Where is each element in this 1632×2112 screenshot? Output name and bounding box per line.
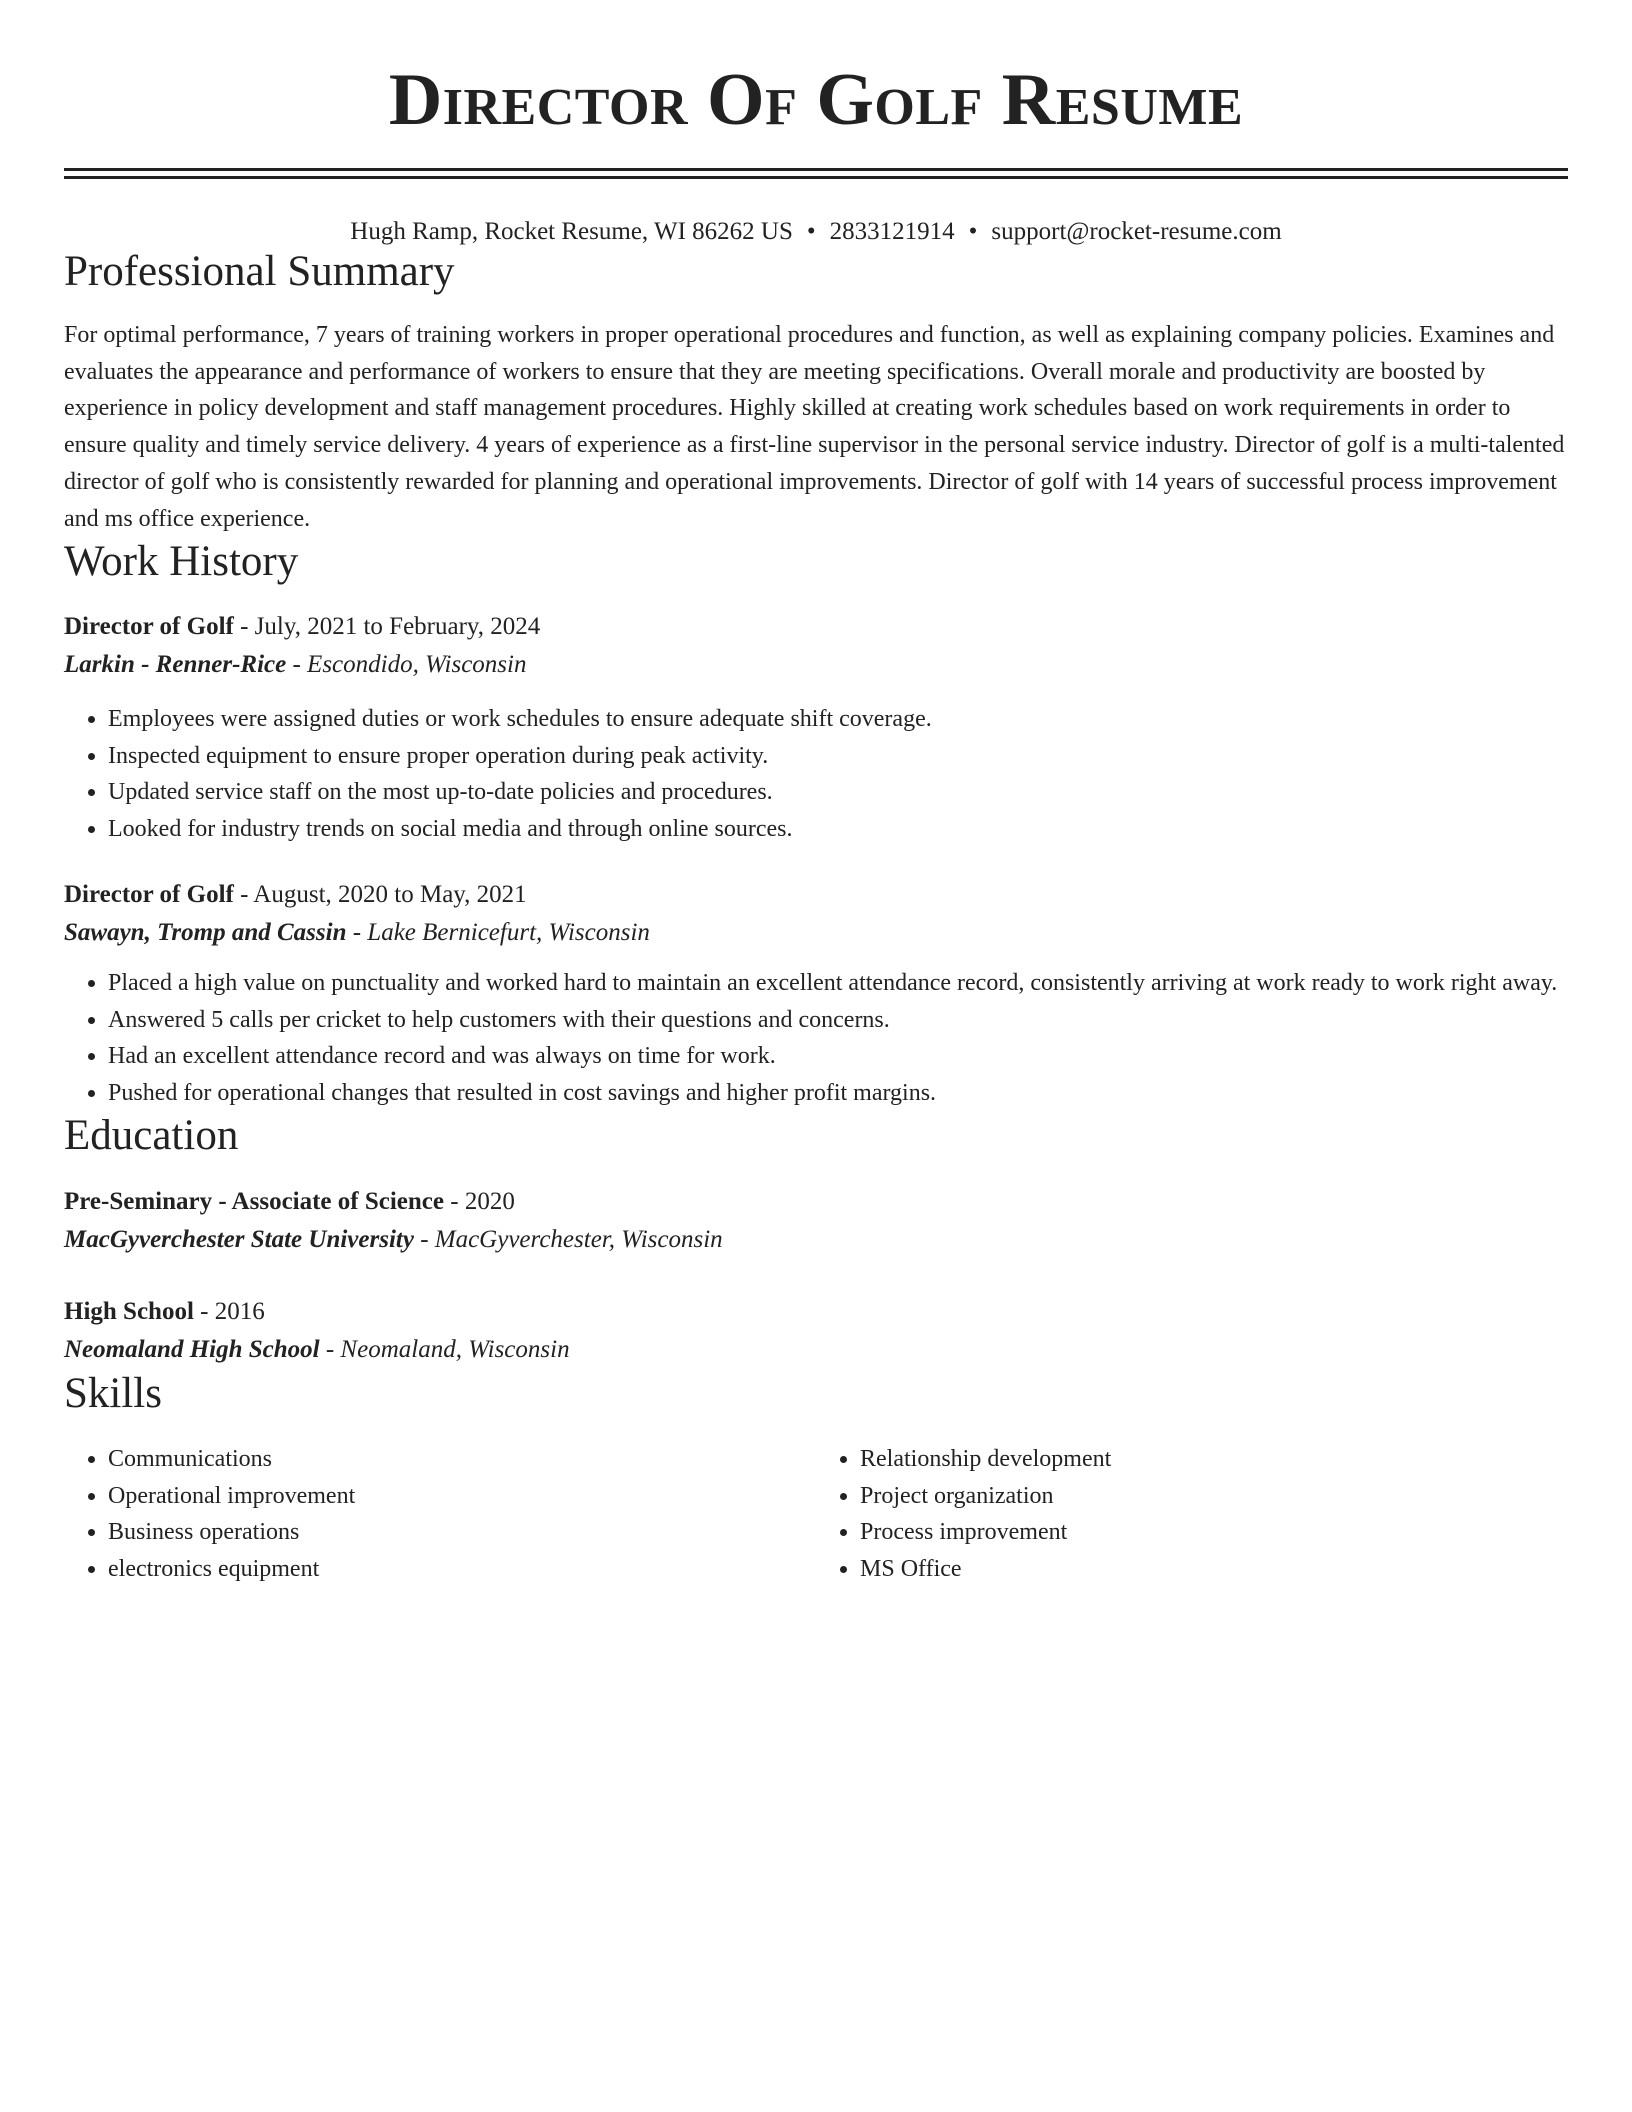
education-year: - 2016 xyxy=(200,1298,265,1326)
job-location: - Escondido, Wisconsin xyxy=(292,651,527,679)
contact-email: support@rocket-resume.com xyxy=(991,218,1282,245)
education-header xyxy=(64,1293,1568,1331)
skills-columns xyxy=(64,1441,1568,1587)
education-school-line xyxy=(64,1331,1568,1369)
contact-address: Hugh Ramp, Rocket Resume, WI 86262 US xyxy=(350,218,793,245)
education-location: - Neomaland, Wisconsin xyxy=(325,1336,570,1364)
job-header xyxy=(64,876,1568,914)
education-entry xyxy=(64,1293,1568,1369)
job-company: Larkin - Renner-Rice xyxy=(64,651,287,679)
skill-item: • Business operations xyxy=(108,1514,816,1551)
skill-item: • MS Office xyxy=(860,1551,1568,1588)
job-dates: - July, 2021 to February, 2024 xyxy=(240,613,541,641)
education-school: Neomaland High School xyxy=(64,1336,320,1364)
education-location: - MacGyverchester, Wisconsin xyxy=(420,1226,723,1254)
list-item: • Had an excellent attendance record and was always on time for work. xyxy=(108,1038,1568,1075)
job-bullets xyxy=(64,965,1568,1111)
list-item: • Inspected equipment to ensure proper operation during peak activity. xyxy=(108,738,1568,775)
education-heading: Education xyxy=(64,1112,239,1160)
skill-item: • electronics equipment xyxy=(108,1551,816,1588)
job-title: Director of Golf xyxy=(64,613,234,641)
list-item: • Pushed for operational changes that resulted in cost savings and higher profit margins. xyxy=(108,1075,1568,1112)
contact-phone: 2833121914 xyxy=(829,218,955,245)
job-location: - Lake Bernicefurt, Wisconsin xyxy=(352,919,650,947)
job-bullets xyxy=(64,701,1568,847)
job-entry xyxy=(64,876,1568,1111)
education-school: MacGyverchester State University xyxy=(64,1226,414,1254)
skills-list-left xyxy=(64,1441,816,1587)
contact-separator: • xyxy=(968,218,978,245)
education-degree: High School xyxy=(64,1298,194,1326)
list-item: • Updated service staff on the most up-to-date policies and procedures. xyxy=(108,774,1568,811)
job-dates: - August, 2020 to May, 2021 xyxy=(240,881,527,909)
job-header xyxy=(64,608,1568,646)
job-title: Director of Golf xyxy=(64,881,234,909)
list-item: • Placed a high value on punctuality and worked hard to maintain an excellent attendance record, consistently arriving at work ready to work right away. xyxy=(108,965,1568,1002)
job-entry xyxy=(64,608,1568,847)
contact-line xyxy=(64,217,1568,247)
job-company: Sawayn, Tromp and Cassin xyxy=(64,919,347,947)
skill-item: • Relationship development xyxy=(860,1441,1568,1478)
job-company-line xyxy=(64,646,1568,684)
page-title: Director Of Golf Resume xyxy=(388,59,1244,141)
list-item: • Looked for industry trends on social media and through online sources. xyxy=(108,811,1568,848)
job-company-line xyxy=(64,914,1568,952)
skills-heading: Skills xyxy=(64,1370,162,1418)
education-entry xyxy=(64,1183,1568,1259)
skill-item: • Operational improvement xyxy=(108,1478,816,1515)
skill-item: • Process improvement xyxy=(860,1514,1568,1551)
summary-heading: Professional Summary xyxy=(64,248,455,295)
summary-text: For optimal performance, 7 years of training workers in proper operational procedures and function, as well as explaining company policies. Examines and evaluates the appearance and performance of workers to ensure that they are meeting specifications. Overall morale and productivity are boosted by experience in policy development and staff management procedures. Highly skilled at creating work schedules based on work requirements in order to ensure quality and timely service delivery. 4 years of experience as a first-line supervisor in the personal service industry. Director of golf is a multi-talented director of golf who is consistently rewarded for planning and operational improvements. Director of golf with 14 years of successful process improvement and ms office experience. xyxy=(64,322,1565,532)
title-divider-top xyxy=(64,168,1568,171)
title-divider-bottom xyxy=(64,176,1568,179)
skills-list-right xyxy=(816,1441,1568,1587)
skill-item: • Project organization xyxy=(860,1478,1568,1515)
work-history-heading: Work History xyxy=(64,538,299,586)
education-header xyxy=(64,1183,1568,1221)
education-year: - 2020 xyxy=(450,1188,515,1216)
list-item: • Answered 5 calls per cricket to help customers with their questions and concerns. xyxy=(108,1002,1568,1039)
education-degree: Pre-Seminary - Associate of Science xyxy=(64,1188,444,1216)
education-school-line xyxy=(64,1221,1568,1259)
list-item: • Employees were assigned duties or work schedules to ensure adequate shift coverage. xyxy=(108,701,1568,738)
contact-separator: • xyxy=(806,218,816,245)
skill-item: • Communications xyxy=(108,1441,816,1478)
